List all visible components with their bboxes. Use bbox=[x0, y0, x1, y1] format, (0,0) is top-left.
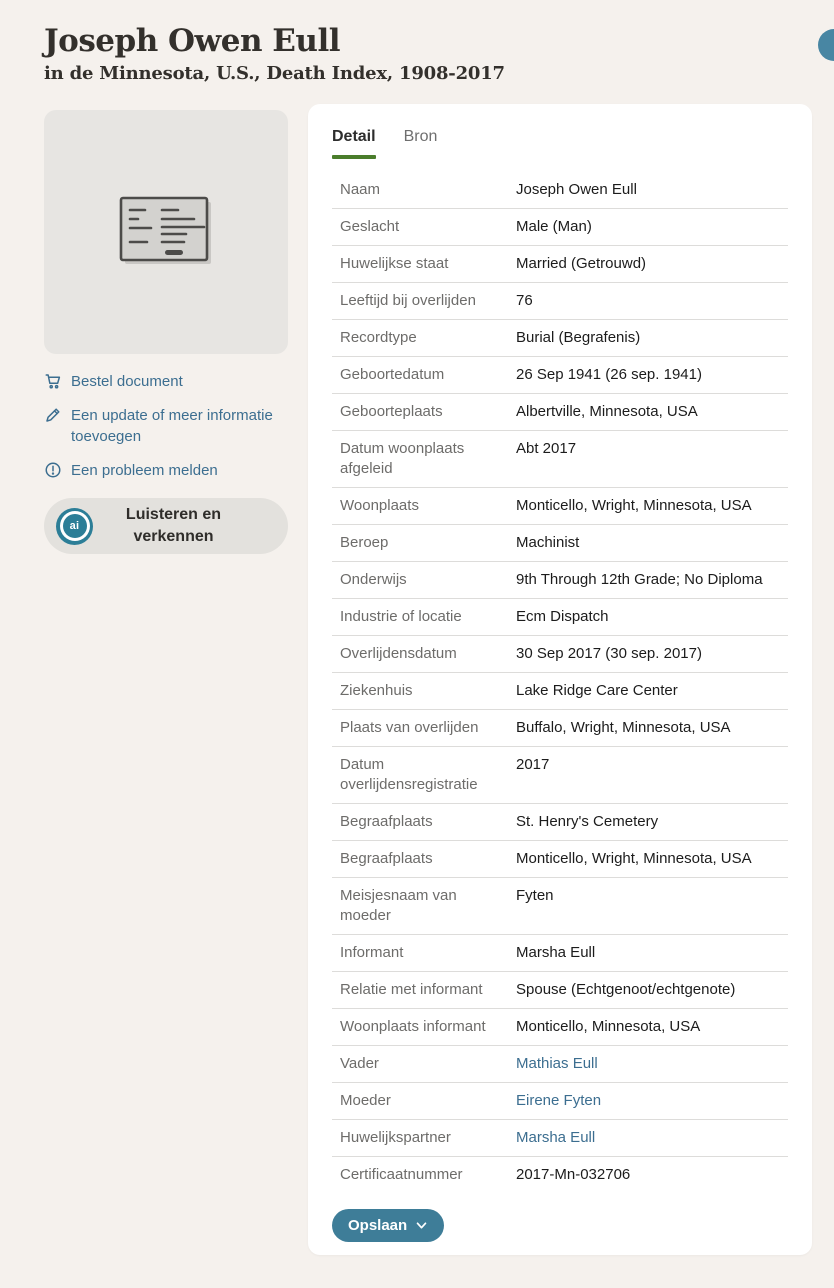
add-update-label: Een update of meer informatie toevoegen bbox=[71, 407, 273, 445]
row-value: 26 Sep 1941 (26 sep. 1941) bbox=[516, 366, 702, 383]
table-row bbox=[332, 562, 788, 599]
row-label: Meisjesnaam van moeder bbox=[340, 887, 457, 924]
row-label: Leeftijd bij overlijden bbox=[340, 292, 476, 309]
row-label: Huwelijkse staat bbox=[340, 255, 449, 272]
table-row bbox=[332, 710, 788, 747]
table-row bbox=[332, 1157, 788, 1193]
cart-icon bbox=[44, 372, 62, 390]
table-row bbox=[332, 320, 788, 357]
row-value: Married (Getrouwd) bbox=[516, 255, 647, 272]
row-value: Joseph Owen Eull bbox=[516, 181, 637, 198]
row-value: Spouse (Echtgenoot/echtgenote) bbox=[516, 981, 736, 998]
table-row bbox=[332, 357, 788, 394]
table-row bbox=[332, 1046, 788, 1083]
row-value: Male (Man) bbox=[516, 218, 592, 235]
table-row bbox=[332, 283, 788, 320]
row-value: Monticello, Minnesota, USA bbox=[516, 1018, 701, 1035]
listen-explore-label: Luisteren en verkennen bbox=[125, 506, 222, 545]
ai-logo-icon: ai bbox=[56, 508, 93, 545]
floating-help-button[interactable] bbox=[818, 29, 834, 61]
table-row bbox=[332, 246, 788, 283]
row-value: St. Henry's Cemetery bbox=[516, 813, 659, 830]
row-label: Relatie met informant bbox=[340, 981, 483, 998]
alert-circle-icon bbox=[44, 461, 62, 479]
row-value: Monticello, Wright, Minnesota, USA bbox=[516, 497, 752, 514]
tab-bron[interactable]: Bron bbox=[403, 128, 438, 145]
row-label: Geslacht bbox=[340, 218, 400, 235]
row-value: 2017-Mn-032706 bbox=[516, 1166, 631, 1183]
pencil-icon bbox=[44, 406, 62, 424]
row-label: Geboorteplaats bbox=[340, 403, 443, 420]
page-subtitle: in de Minnesota, U.S., Death Index, 1908-2017 bbox=[44, 62, 505, 84]
tab-detail[interactable]: Detail bbox=[332, 126, 376, 159]
table-row bbox=[332, 172, 788, 209]
row-label: Woonplaats bbox=[340, 497, 419, 514]
row-value: Abt 2017 bbox=[516, 440, 577, 457]
table-row bbox=[332, 599, 788, 636]
row-label: Moeder bbox=[340, 1092, 391, 1109]
row-value: Marsha Eull bbox=[516, 944, 596, 961]
row-label: Overlijdensdatum bbox=[340, 645, 457, 662]
row-label: Certificaatnummer bbox=[340, 1166, 463, 1183]
row-label: Begraafplaats bbox=[340, 813, 433, 830]
row-value: Ecm Dispatch bbox=[516, 608, 609, 625]
tab-bar bbox=[332, 126, 788, 159]
sidebar-actions bbox=[44, 371, 288, 481]
table-row bbox=[332, 525, 788, 562]
table-row bbox=[332, 747, 788, 804]
row-value: Fyten bbox=[516, 887, 554, 904]
save-button-label: Opslaan bbox=[348, 1217, 408, 1234]
table-row bbox=[332, 673, 788, 710]
row-label: Onderwijs bbox=[340, 571, 407, 588]
row-value-link[interactable]: Marsha Eull bbox=[516, 1129, 596, 1146]
table-row bbox=[332, 1009, 788, 1046]
row-label: Naam bbox=[340, 181, 381, 198]
save-button[interactable] bbox=[332, 1209, 444, 1242]
row-label: Recordtype bbox=[340, 329, 417, 346]
row-label: Datum woonplaats afgeleid bbox=[340, 440, 465, 477]
row-value: Buffalo, Wright, Minnesota, USA bbox=[516, 719, 731, 736]
record-header bbox=[44, 24, 744, 84]
order-document-label: Bestel document bbox=[71, 373, 183, 390]
row-value-link[interactable]: Mathias Eull bbox=[516, 1055, 598, 1072]
table-row bbox=[332, 1083, 788, 1120]
row-value: 30 Sep 2017 (30 sep. 2017) bbox=[516, 645, 702, 662]
table-row bbox=[332, 972, 788, 1009]
table-row bbox=[332, 209, 788, 246]
row-value-link[interactable]: Eirene Fyten bbox=[516, 1092, 602, 1109]
row-value: Albertville, Minnesota, USA bbox=[516, 403, 698, 420]
table-row bbox=[332, 431, 788, 488]
row-value: Lake Ridge Care Center bbox=[516, 682, 678, 699]
page-title: Joseph Owen Eull bbox=[44, 23, 340, 59]
row-label: Informant bbox=[340, 944, 404, 961]
sidebar bbox=[44, 110, 288, 554]
row-label: Begraafplaats bbox=[340, 850, 433, 867]
add-update-link[interactable] bbox=[44, 405, 288, 447]
row-label: Industrie of locatie bbox=[340, 608, 462, 625]
row-label: Plaats van overlijden bbox=[340, 719, 479, 736]
document-icon bbox=[118, 195, 214, 269]
row-value: Monticello, Wright, Minnesota, USA bbox=[516, 850, 752, 867]
row-label: Woonplaats informant bbox=[340, 1018, 486, 1035]
table-row bbox=[332, 636, 788, 673]
table-row bbox=[332, 935, 788, 972]
row-value: Machinist bbox=[516, 534, 580, 551]
row-label: Datum overlijdensregistratie bbox=[340, 756, 478, 793]
row-label: Huwelijkspartner bbox=[340, 1129, 451, 1146]
table-row bbox=[332, 488, 788, 525]
table-row bbox=[332, 878, 788, 935]
report-problem-label: Een probleem melden bbox=[71, 462, 218, 479]
row-label: Geboortedatum bbox=[340, 366, 445, 383]
row-value: 76 bbox=[516, 292, 533, 309]
report-problem-link[interactable] bbox=[44, 460, 288, 481]
table-row bbox=[332, 841, 788, 878]
table-row bbox=[332, 804, 788, 841]
chevron-down-icon bbox=[415, 1219, 428, 1232]
row-label: Vader bbox=[340, 1055, 379, 1072]
listen-explore-button[interactable] bbox=[44, 498, 288, 554]
record-image-placeholder[interactable] bbox=[44, 110, 288, 354]
table-row bbox=[332, 1120, 788, 1157]
order-document-link[interactable] bbox=[44, 371, 288, 392]
record-detail-panel bbox=[308, 104, 812, 1255]
row-label: Beroep bbox=[340, 534, 389, 551]
row-value: 2017 bbox=[516, 756, 550, 773]
row-label: Ziekenhuis bbox=[340, 682, 413, 699]
row-value: 9th Through 12th Grade; No Diploma bbox=[516, 571, 763, 588]
table-row bbox=[332, 394, 788, 431]
row-value: Burial (Begrafenis) bbox=[516, 329, 641, 346]
record-table bbox=[332, 172, 788, 1193]
